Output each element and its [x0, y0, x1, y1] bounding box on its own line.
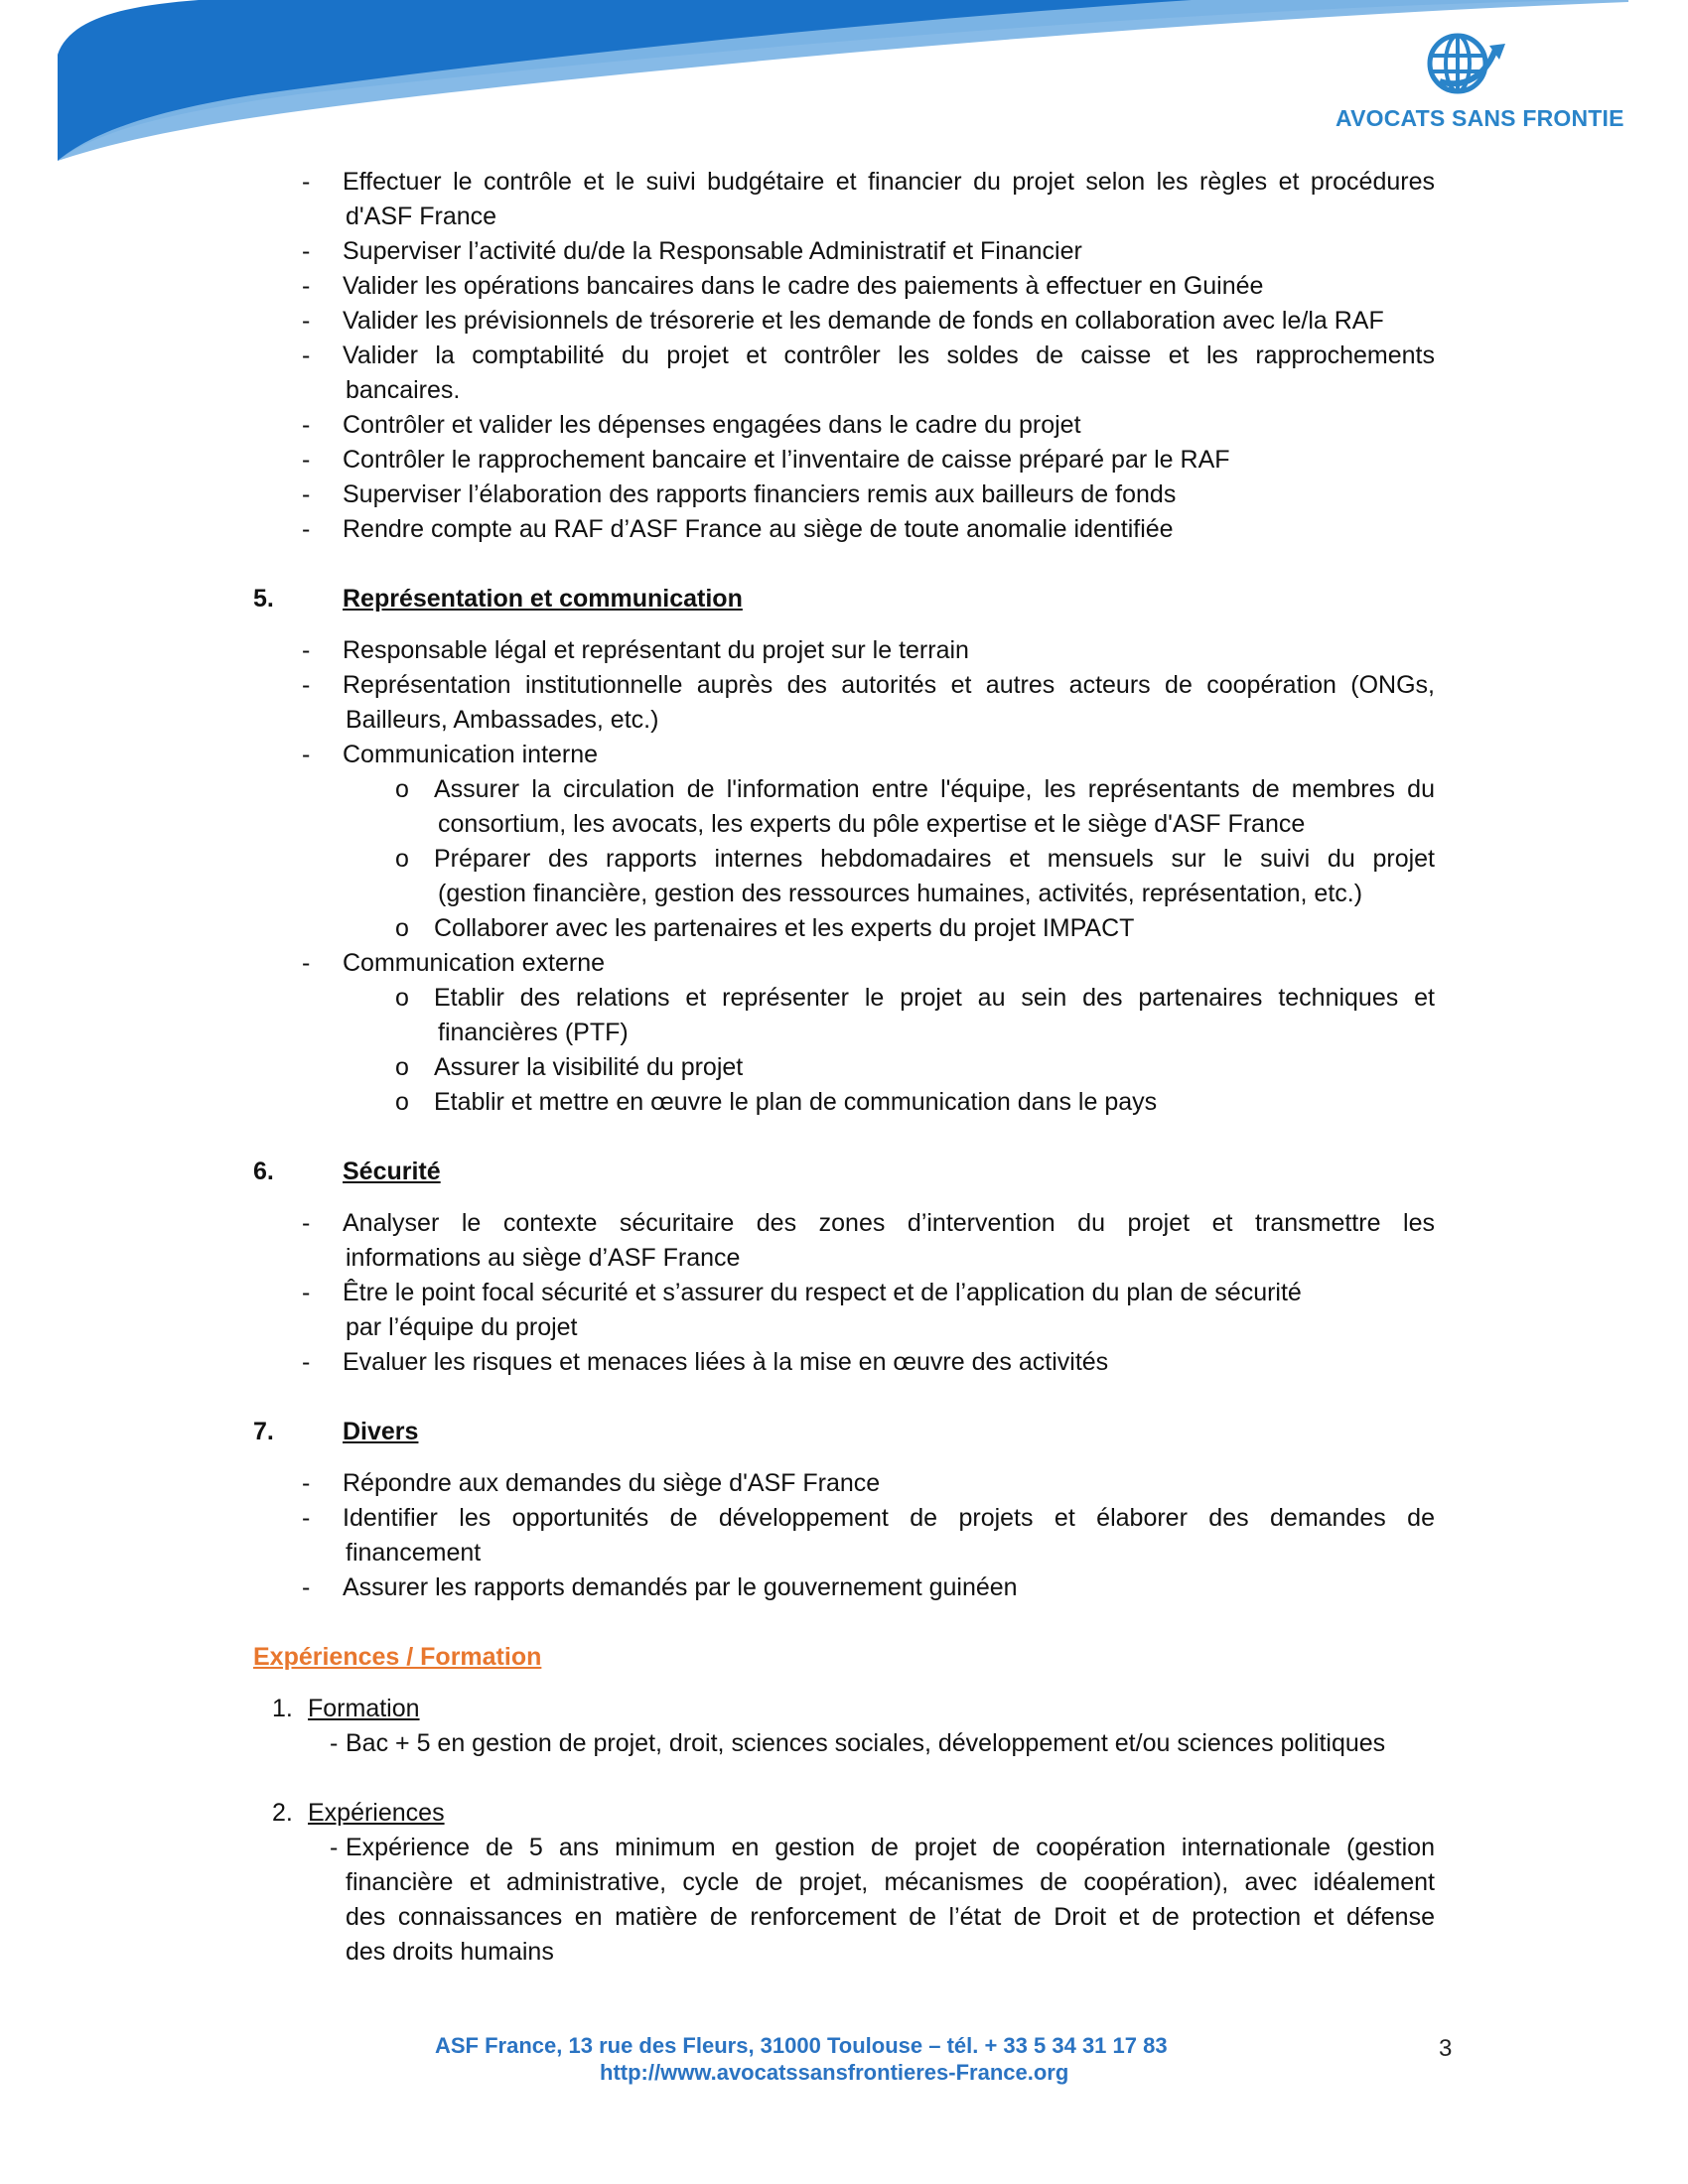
- sub-list-item: Collaborer avec les partenaires et les experts du projet IMPACT: [434, 914, 1135, 942]
- list-item: Assurer les rapports demandés par le gouvernement guinéen: [343, 1573, 1018, 1601]
- sub-list-item: Assurer la visibilité du projet: [434, 1053, 744, 1081]
- sub-list-item-continuation: (gestion financière, gestion des ressources humaines, activités, représentation, etc.): [438, 880, 1363, 907]
- list-item-continuation: informations au siège d’ASF France: [346, 1244, 741, 1272]
- dash-bullet: -: [302, 446, 311, 474]
- sub-list-item-continuation: financières (PTF): [438, 1019, 629, 1046]
- dash-bullet: -: [302, 949, 311, 977]
- dash-bullet: -: [302, 515, 311, 543]
- experiences-item-continuation: des connaissances en matière de renforcement de l’état de Droit et de protection et défense: [346, 1903, 1435, 1931]
- list-item: Être le point focal sécurité et s’assurer du respect et de l’application du plan de sécurité: [343, 1279, 1302, 1306]
- experiences-item-continuation: des droits humains: [346, 1938, 554, 1966]
- dash-bullet: -: [302, 1504, 311, 1532]
- circle-bullet: o: [395, 1053, 409, 1081]
- list-item: Responsable légal et représentant du projet sur le terrain: [343, 636, 969, 664]
- list-item: Valider les opérations bancaires dans le cadre des paiements à effectuer en Guinée: [343, 272, 1264, 300]
- dash-bullet: -: [302, 1469, 311, 1497]
- list-item: Communication interne: [343, 741, 599, 768]
- section-number: 6.: [253, 1158, 274, 1185]
- list-item: Analyser le contexte sécuritaire des zones d’intervention du projet et transmettre les: [343, 1209, 1435, 1237]
- sub-list-item: Etablir des relations et représenter le projet au sein des partenaires techniques et: [434, 984, 1435, 1012]
- sub-list-item: Etablir et mettre en œuvre le plan de communication dans le pays: [434, 1088, 1158, 1116]
- dash-bullet: -: [302, 237, 311, 265]
- dash-bullet: -: [302, 411, 311, 439]
- circle-bullet: o: [395, 984, 409, 1012]
- dash-bullet: -: [302, 671, 311, 699]
- list-item-continuation: par l’équipe du projet: [346, 1313, 578, 1341]
- dash-bullet: -: [302, 168, 311, 196]
- list-item: Contrôler et valider les dépenses engagées dans le cadre du projet: [343, 411, 1081, 439]
- dash-bullet: -: [302, 636, 311, 664]
- list-item: Répondre aux demandes du siège d'ASF France: [343, 1469, 881, 1497]
- logo: [1336, 24, 1624, 143]
- numbered-marker: 1.: [272, 1695, 293, 1722]
- sub-list-item: Assurer la circulation de l'information entre l'équipe, les représentants de membres du: [434, 775, 1435, 803]
- list-item: Contrôler le rapprochement bancaire et l’inventaire de caisse préparé par le RAF: [343, 446, 1230, 474]
- list-item: Valider les prévisionnels de trésorerie et les demande de fonds en collaboration avec le/la RAF: [343, 307, 1384, 335]
- footer-address: ASF France, 13 rue des Fleurs, 31000 Toulouse – tél. + 33 5 34 31 17 83: [435, 2033, 1168, 2058]
- list-item: Représentation institutionnelle auprès des autorités et autres acteurs de coopération (ONGs,: [343, 671, 1435, 699]
- section-heading: Divers: [343, 1418, 419, 1445]
- list-item: Superviser l’activité du/de la Responsable Administratif et Financier: [343, 237, 1082, 265]
- dash-bullet: -: [302, 272, 311, 300]
- experiences-item: Expérience de 5 ans minimum en gestion de projet de coopération internationale (gestion: [346, 1834, 1435, 1861]
- list-item: Superviser l’élaboration des rapports financiers remis aux bailleurs de fonds: [343, 480, 1177, 508]
- footer-website-link[interactable]: http://www.avocatssansfrontieres-France.org: [600, 2060, 1069, 2085]
- dash-bullet: -: [302, 480, 311, 508]
- list-item-continuation: d'ASF France: [346, 203, 497, 230]
- dash-bullet: -: [302, 741, 311, 768]
- dash-bullet: -: [302, 1348, 311, 1376]
- sub-list-item-continuation: consortium, les avocats, les experts du pôle expertise et le siège d'ASF France: [438, 810, 1306, 838]
- dash-bullet: -: [302, 1573, 311, 1601]
- list-item-continuation: bancaires.: [346, 376, 461, 404]
- list-item: Effectuer le contrôle et le suivi budgétaire et financier du projet selon les règles et procédures: [343, 168, 1435, 196]
- dash-bullet: -: [302, 341, 311, 369]
- experiences-item-continuation: financière et administrative, cycle de projet, mécanismes de coopération), avec idéalement: [346, 1868, 1435, 1896]
- numbered-marker: 2.: [272, 1799, 293, 1827]
- list-item: Identifier les opportunités de développement de projets et élaborer des demandes de: [343, 1504, 1435, 1532]
- circle-bullet: o: [395, 1088, 409, 1116]
- list-item: Valider la comptabilité du projet et contrôler les soldes de caisse et les rapprochements: [343, 341, 1435, 369]
- list-item: Evaluer les risques et menaces liées à la mise en œuvre des activités: [343, 1348, 1109, 1376]
- circle-bullet: o: [395, 914, 409, 942]
- experience-heading: Expériences / Formation: [253, 1643, 542, 1671]
- formation-item: Bac + 5 en gestion de projet, droit, sciences sociales, développement et/ou sciences politiques: [346, 1729, 1386, 1757]
- section-heading: Représentation et communication: [343, 585, 743, 613]
- list-item: Rendre compte au RAF d’ASF France au siège de toute anomalie identifiée: [343, 515, 1174, 543]
- sub-list-item: Préparer des rapports internes hebdomadaires et mensuels sur le suivi du projet: [434, 845, 1435, 873]
- experiences-title: Expériences: [308, 1799, 445, 1827]
- section-number: 5.: [253, 585, 274, 613]
- dash-bullet: -: [302, 1209, 311, 1237]
- list-item-continuation: Bailleurs, Ambassades, etc.): [346, 706, 659, 734]
- section-number: 7.: [253, 1418, 274, 1445]
- logo-text: AVOCATS SANS FRONTIE: [1336, 105, 1624, 131]
- list-item: Communication externe: [343, 949, 606, 977]
- dash-bullet: -: [302, 1279, 311, 1306]
- formation-title: Formation: [308, 1695, 420, 1722]
- section-heading: Sécurité: [343, 1158, 441, 1185]
- dash-bullet: -: [330, 1729, 339, 1757]
- dash-bullet: -: [330, 1834, 339, 1861]
- circle-bullet: o: [395, 845, 409, 873]
- page-number: 3: [1439, 2035, 1453, 2062]
- circle-bullet: o: [395, 775, 409, 803]
- dash-bullet: -: [302, 307, 311, 335]
- list-item-continuation: financement: [346, 1539, 482, 1567]
- globe-arrow-icon: [1420, 24, 1509, 101]
